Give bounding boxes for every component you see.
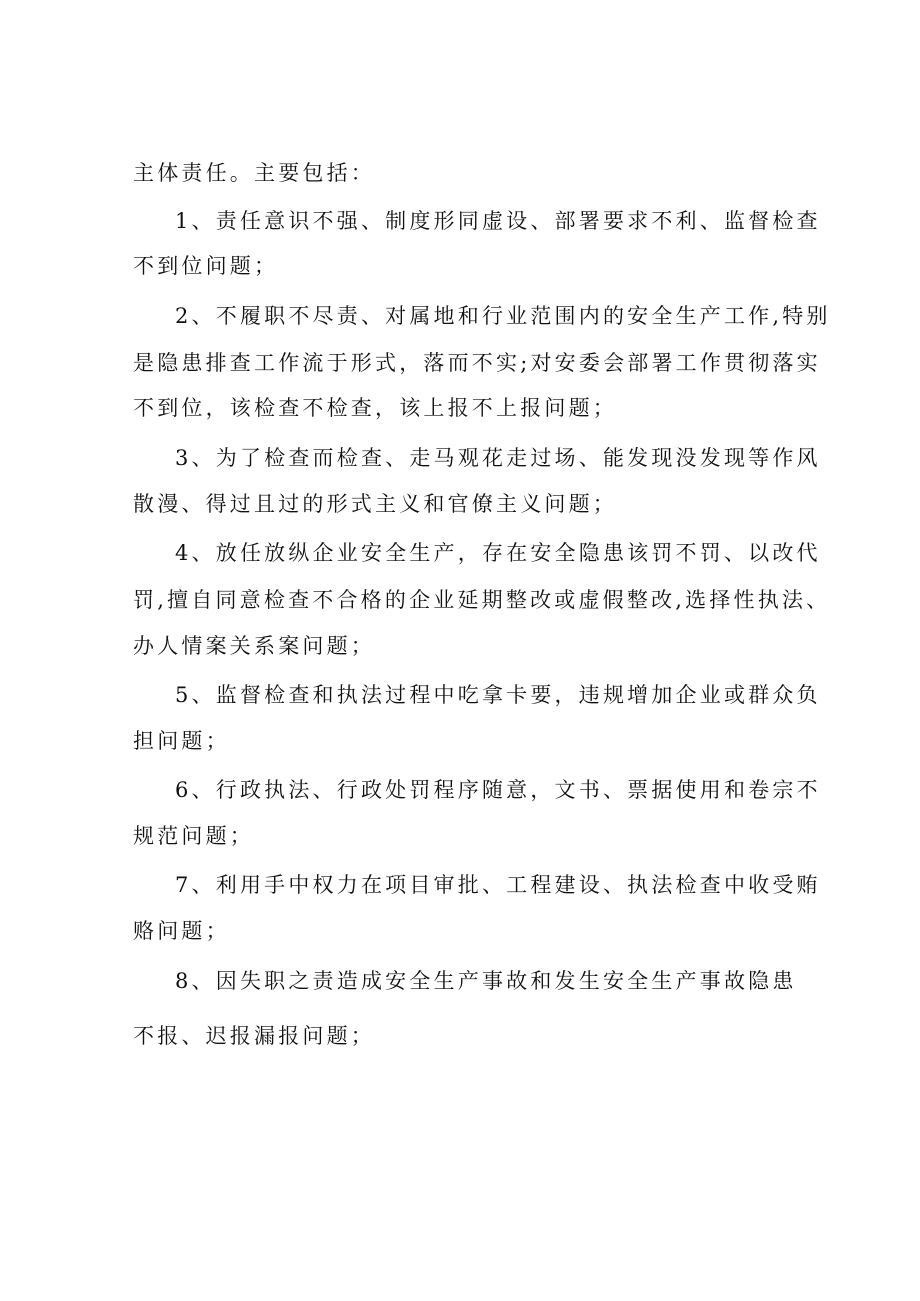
intro-line: 主体责任。主要包括： — [133, 161, 375, 185]
item-2-line-3: 不到位，该检查不检查，该上报不上报问题； — [133, 396, 617, 420]
item-4-line-1: 4、放任放纵企业安全生产，存在安全隐患该罚不罚、以改代 — [175, 541, 821, 565]
item-1-line-1: 1、责任意识不强、制度形同虚设、部署要求不利、监督检查 — [175, 209, 821, 233]
item-7-line-2: 赂问题； — [133, 919, 230, 943]
item-4-line-3: 办人情案关系案问题； — [133, 634, 375, 658]
item-4-line-2: 罚,擅自同意检查不合格的企业延期整改或虚假整改,选择性执法、 — [133, 588, 831, 612]
item-8-line-1: 8、因失职之责造成安全生产事故和发生安全生产事故隐患 — [175, 969, 797, 993]
item-2-line-1: 2、不履职不尽责、对属地和行业范围内的安全生产工作,特别 — [175, 304, 831, 328]
item-7-line-1: 7、利用手中权力在项目审批、工程建设、执法检查中收受贿 — [175, 873, 821, 897]
item-6-line-2: 规范问题； — [133, 824, 254, 848]
item-6-line-1: 6、行政执法、行政处罚程序随意，文书、票据使用和卷宗不 — [175, 778, 821, 802]
item-2-line-2: 是隐患排查工作流于形式，落而不实;对安委会部署工作贯彻落实 — [133, 351, 821, 375]
item-8-line-2: 不报、迟报漏报问题； — [133, 1024, 375, 1048]
item-3-line-2: 散漫、得过且过的形式主义和官僚主义问题； — [133, 492, 617, 516]
item-5-line-1: 5、监督检查和执法过程中吃拿卡要，违规增加企业或群众负 — [175, 683, 821, 707]
item-3-line-1: 3、为了检查而检查、走马观花走过场、能发现没发现等作风 — [175, 446, 821, 470]
item-5-line-2: 担问题； — [133, 729, 230, 753]
item-1-line-2: 不到位问题； — [133, 254, 279, 278]
